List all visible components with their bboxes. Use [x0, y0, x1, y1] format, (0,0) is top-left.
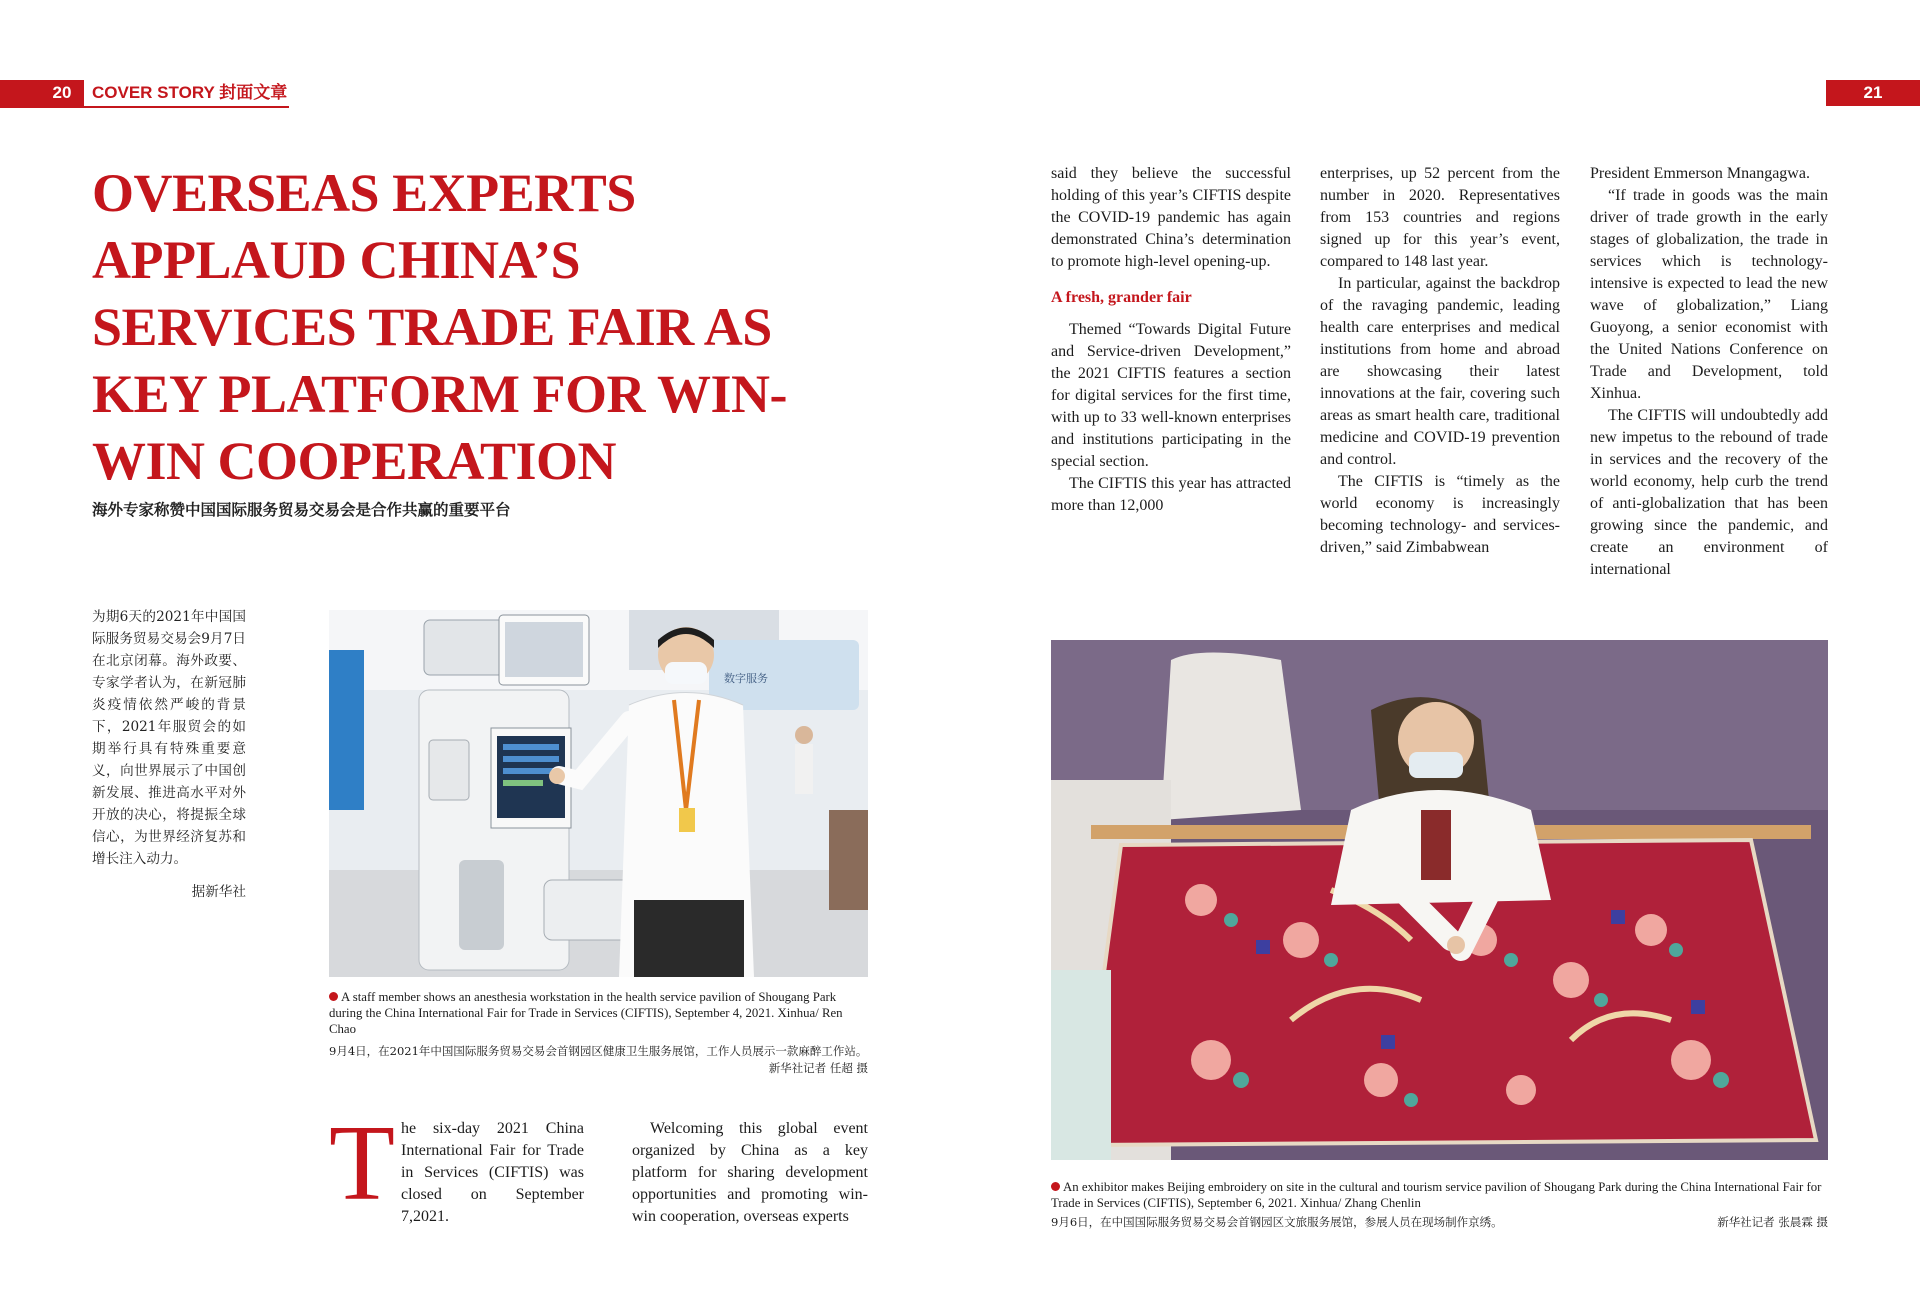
- photo2-caption: [1051, 1179, 1828, 1211]
- body-column-3: [1051, 163, 1291, 589]
- title-line: SERVICES TRADE FAIR AS: [92, 297, 772, 357]
- photo-embroidery-illustration: [1051, 640, 1828, 1160]
- photo2-credit-cn: 新华社记者 张晨霖 摄: [1717, 1215, 1828, 1229]
- article-subtitle-cn: 海外专家称赞中国国际服务贸易交易会是合作共赢的重要平台: [92, 501, 511, 519]
- header-rule: [0, 106, 289, 108]
- body-paragraph: he six-day 2021 China International Fair for Trade in Services (CIFTIS) was closed on September 7,2021.: [400, 1120, 584, 1225]
- photo1-caption: [329, 989, 868, 1037]
- photo2-caption-en: An exhibitor makes Beijing embroidery on site in the cultural and tourism service pavilion of Shougang Park during the China International Fair for Trade in Services (CIFTIS), September 6, 2021. Xinhua/ Zhang Chenlin: [1051, 1180, 1822, 1210]
- intro-cn: 为期6天的2021年中国国际服务贸易交易会9月7日在北京闭幕。海外政要、专家学者认为，在新冠肺炎疫情依然严峻的背景下，2021年服贸会的如期举行具有特殊重要意义，向世界展示了中国创新发展、推进高水平对外开放的决心，将提振全球信心，为世界经济复苏和增长注入动力。: [92, 609, 246, 867]
- caption-marker-icon: [329, 992, 338, 1001]
- photo2-caption-cn: 9月6日，在中国国际服务贸易交易会首钢园区文旅服务展馆，参展人员在现场制作京绣。: [1051, 1215, 1503, 1229]
- title-line: OVERSEAS EXPERTS: [92, 163, 636, 223]
- title-line: KEY PLATFORM FOR WIN-: [92, 364, 787, 424]
- intro-cn-source: 据新华社: [191, 884, 246, 900]
- body-paragraph: President Emmerson Mnangagwa.: [1590, 165, 1810, 182]
- title-line: WIN COOPERATION: [92, 431, 617, 491]
- photo1-caption-en: A staff member shows an anesthesia workstation in the health service pavilion of Shougang Park during the China International Fair for Trade in Services (CIFTIS), September 4, 2021. Xinhua/ Ren Chao: [329, 990, 843, 1036]
- body-column-1: [329, 1118, 584, 1234]
- body-column-2: [632, 1118, 868, 1234]
- dropcap: T: [329, 1118, 395, 1223]
- photo-anesthesia-illustration: [329, 610, 868, 977]
- left-page-number: 20: [52, 83, 72, 102]
- body-paragraph: The CIFTIS will undoubtedly add new impetus to the rebound of trade in services and the recovery of the world economy, help curb the trend of anti-globalization that has been growing since the pandemic, and create an environment of international: [1590, 407, 1828, 578]
- right-page-number: 21: [1826, 80, 1920, 106]
- photo-anesthesia-workstation: [329, 610, 868, 977]
- body-paragraph: In particular, against the backdrop of the ravaging pandemic, leading health care enterprises and medical institutions from home and abroad are showcasing their latest innovations at the fair, covering such areas as smart health care, traditional medicine and COVID-19 prevention and control.: [1320, 275, 1560, 468]
- body-column-4: [1320, 163, 1560, 589]
- title-line: APPLAUD CHINA’S: [92, 230, 580, 290]
- section-label: COVER STORY 封面文章: [92, 83, 288, 102]
- body-paragraph: Welcoming this global event organized by China as a key platform for sharing development opportunities and promoting win-win cooperation, overseas experts: [632, 1120, 868, 1225]
- body-paragraph: The CIFTIS is “timely as the world economy is increasingly becoming technology- and services-driven,” said Zimbabwean: [1320, 473, 1560, 556]
- body-paragraph: enterprises, up 52 percent from the number in 2020. Representatives from 153 countries and regions signed up for this year’s event, compared to 148 last year.: [1320, 165, 1560, 270]
- caption-marker-icon: [1051, 1182, 1060, 1191]
- body-paragraph: Themed “Towards Digital Future and Service-driven Development,” the 2021 CIFTIS features a section for digital services for the first time, with up to 33 well-known enterprises and institutions participating in the special section.: [1051, 321, 1291, 470]
- article-title: [92, 160, 882, 495]
- photo1-credit-cn: 新华社记者 任超 摄: [768, 1061, 868, 1075]
- body-column-5: [1590, 163, 1828, 589]
- photo1-caption-cn: 9月4日，在2021年中国国际服务贸易交易会首钢园区健康卫生服务展馆，工作人员展示一款麻醉工作站。: [329, 1044, 868, 1058]
- body-paragraph: The CIFTIS this year has attracted more than 12,000: [1051, 475, 1291, 514]
- body-paragraph: said they believe the successful holding of this year’s CIFTIS despite the COVID-19 pandemic has again demonstrated China’s determination to promote high-level opening-up.: [1051, 165, 1291, 270]
- photo-beijing-embroidery: [1051, 640, 1828, 1160]
- body-paragraph: “If trade in goods was the main driver of trade growth in the early stages of globalization, the trade in services which is technology-intensive is expected to lead the new wave of globalization,” Liang Guoyong, a senior economist with the United Nations Conference on Trade and Development, told Xinhua.: [1590, 187, 1828, 402]
- screen-text: 数字服务: [724, 672, 768, 685]
- section-heading: A fresh, grander fair: [1051, 289, 1192, 306]
